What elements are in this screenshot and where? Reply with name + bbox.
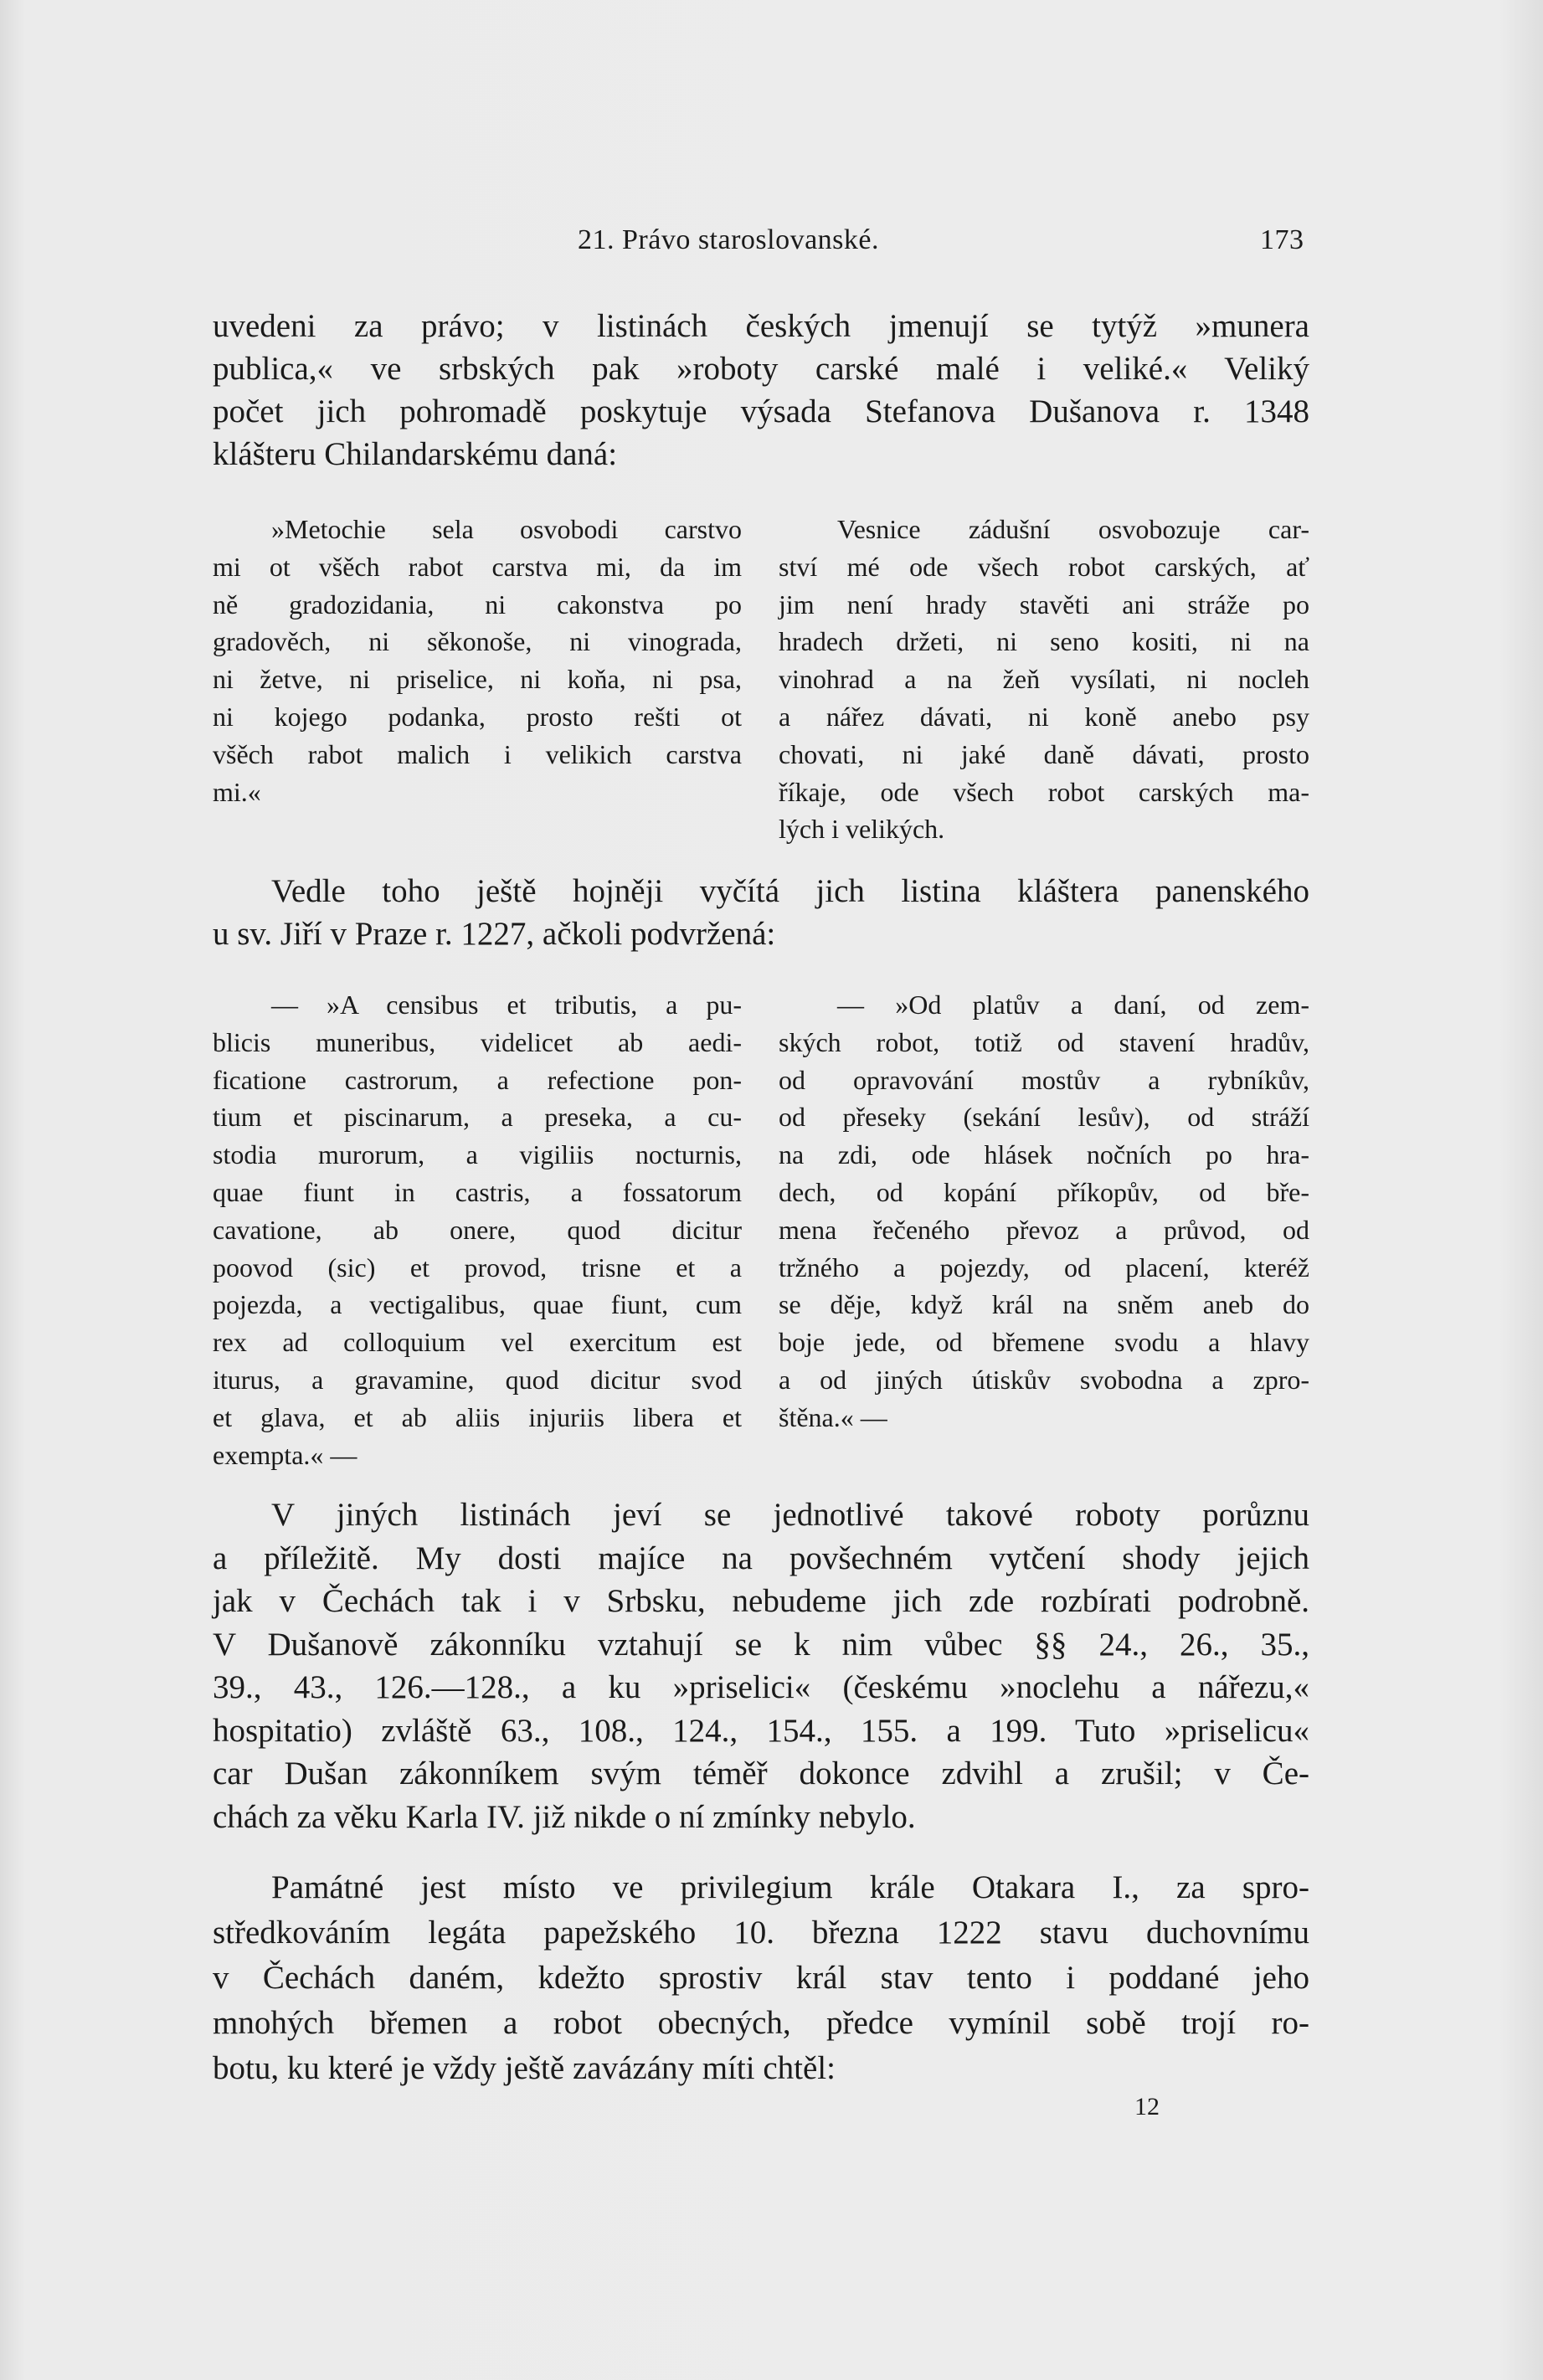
para4-line: mnohých břemen a robot obecných, předce vymínil sobě trojí ro- (213, 2005, 1309, 2041)
quote2-left-line: et glava, et ab aliis injuriis libera et (213, 1401, 742, 1432)
quote2-left-line: quae fiunt in castris, a fossatorum (213, 1177, 742, 1207)
para3-line: hospitatio) zvláště 63., 108., 124., 154., 155. a 199. Tuto »priselicu« (213, 1712, 1309, 1749)
intro-line: uvedeni za právo; v listinách českých jmenují se tytýž »munera (213, 308, 1309, 344)
quote1-right-line: vinohrad a na žeň vysílati, ni nocleh (779, 664, 1309, 695)
quote1-left-line: všěch rabot malich i velikich carstva (213, 738, 742, 769)
quote1-right-line: ství mé ode všech robot carských, ať (779, 551, 1309, 582)
quote2-left-line: poovod (sic) et provod, trisne et a (213, 1252, 742, 1283)
para4-line: středkováním legáta papežského 10. března 1222 stavu duchovnímu (213, 1915, 1309, 1951)
quote1-right-line: lých i velikých. (779, 814, 945, 845)
quote1-left-line: ni kojego podanka, prosto rešti ot (213, 702, 742, 732)
intro-line: publica,« ve srbských pak »roboty carské malé i veliké.« Veliký (213, 351, 1309, 387)
quote2-right-line: boje jede, od břemene svodu a hlavy (779, 1327, 1309, 1358)
quote2-left-line: — »A censibus et tributis, a pu- (271, 990, 742, 1020)
quote2-left-line: exempta.« — (213, 1439, 357, 1470)
quote2-right-line: štěna.« — (779, 1401, 887, 1432)
quote2-right-line: a od jiných útiskův svobodna a zpro- (779, 1365, 1309, 1395)
quote1-left-line: »Metochie sela osvobodi carstvo (271, 514, 742, 544)
page-number: 173 (1260, 224, 1304, 255)
para4-line: v Čechách daném, kdežto sprostiv král stav tento i poddané jeho (213, 1960, 1309, 1996)
quote2-right-line: tržného a pojezdy, od placení, kteréž (779, 1252, 1309, 1283)
running-header-title: 21. Právo staroslovanské. (578, 224, 880, 255)
quote2-right-line: ských robot, totiž od stavení hradův, (779, 1026, 1309, 1057)
para2-line: u sv. Jiří v Praze r. 1227, ačkoli podvržená: (213, 916, 776, 952)
quote2-left-line: iturus, a gravamine, quod dicitur svod (213, 1365, 742, 1395)
para3-line: a příležitě. My dosti majíce na povšechném vytčení shody jejich (213, 1540, 1309, 1576)
quote2-right-line: se děje, když král na sněm aneb do (779, 1289, 1309, 1320)
quote1-left-line: gradověch, ni sěkonoše, ni vinograda, (213, 626, 742, 657)
quote1-right-line: Vesnice zádušní osvobozuje car- (837, 514, 1309, 544)
quote1-left-line: mi.« (213, 776, 261, 807)
quote1-right-line: jim není hrady stavěti ani stráže po (779, 589, 1309, 619)
para3-line: car Dušan zákonníkem svým téměř dokonce zdvihl a zrušil; v Če- (213, 1755, 1309, 1791)
para4-line: botu, ku které je vždy ještě zavázány míti chtěl: (213, 2050, 836, 2086)
signature-mark: 12 (1134, 2093, 1160, 2120)
para2-line: Vedle toho ještě hojněji vyčítá jich listina kláštera panenského (271, 873, 1309, 909)
quote2-left-line: rex ad colloquium vel exercitum est (213, 1327, 742, 1358)
quote1-right-line: říkaje, ode všech robot carských ma- (779, 776, 1309, 807)
quote2-left-line: blicis muneribus, videlicet ab aedi- (213, 1026, 742, 1057)
para3-line: chách za věku Karla IV. již nikde o ní zmínky nebylo. (213, 1798, 916, 1835)
quote2-left-line: cavatione, ab onere, quod dicitur (213, 1214, 742, 1245)
quote1-right-line: a nářez dávati, ni koně anebo psy (779, 702, 1309, 732)
quote2-right-line: od opravování mostův a rybníkův, (779, 1064, 1309, 1095)
quote2-left-line: pojezda, a vectigalibus, quae fiunt, cum (213, 1289, 742, 1320)
quote2-left-line: stodia murorum, a vigiliis nocturnis, (213, 1139, 742, 1170)
quote2-right-line: dech, od kopání příkopův, od bře- (779, 1177, 1309, 1207)
quote1-right-line: chovati, ni jaké daně dávati, prosto (779, 738, 1309, 769)
para3-line: V Dušanově zákonníku vztahují se k nim vůbec §§ 24., 26., 35., (213, 1626, 1309, 1663)
para4-line: Památné jest místo ve privilegium krále Otakara I., za spro- (271, 1869, 1309, 1905)
quote2-right-line: — »Od platův a daní, od zem- (837, 990, 1309, 1020)
para3-line: V jiných listinách jeví se jednotlivé takové roboty porůznu (271, 1497, 1309, 1533)
quote2-left-line: tium et piscinarum, a preseka, a cu- (213, 1102, 742, 1133)
quote1-left-line: mi ot všěch rabot carstva mi, da im (213, 551, 742, 582)
para3-line: 39., 43., 126.—128., a ku »priselici« (českému »noclehu a nářezu,« (213, 1669, 1309, 1705)
quote2-right-line: na zdi, ode hlásek nočních po hra- (779, 1139, 1309, 1170)
quote2-left-line: ficatione castrorum, a refectione pon- (213, 1064, 742, 1095)
quote1-right-line: hradech držeti, ni seno kositi, ni na (779, 626, 1309, 657)
quote2-right-line: mena řečeného převoz a průvod, od (779, 1214, 1309, 1245)
quote2-right-line: od přeseky (sekání lesův), od stráží (779, 1102, 1309, 1133)
quote1-left-line: ně gradozidania, ni cakonstva po (213, 589, 742, 619)
intro-line: počet jich pohromadě poskytuje výsada Stefanova Dušanova r. 1348 (213, 393, 1309, 429)
para3-line: jak v Čechách tak i v Srbsku, nebudeme jich zde rozbírati podrobně. (213, 1583, 1309, 1619)
quote1-left-line: ni žetve, ni priselice, ni koňa, ni psa, (213, 664, 742, 695)
intro-line: klášteru Chilandarskému daná: (213, 436, 618, 472)
